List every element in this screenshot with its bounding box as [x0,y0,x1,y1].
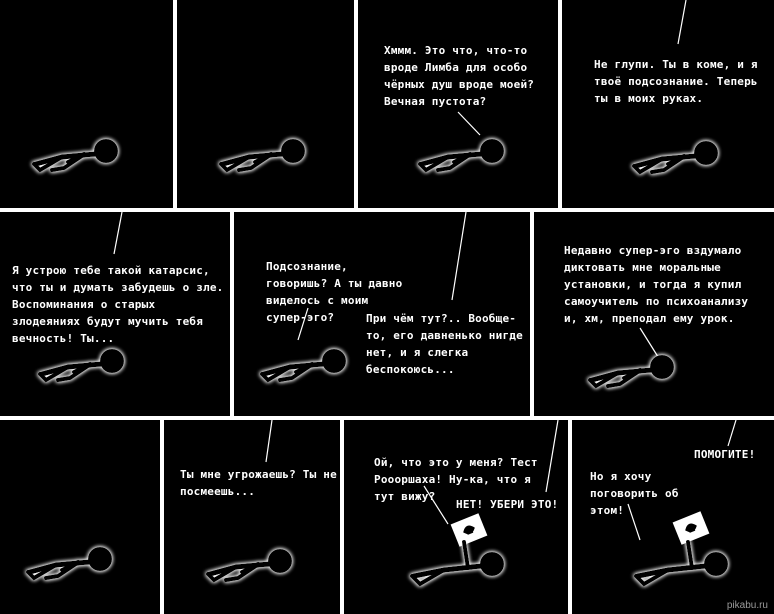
speech-text: Я устрою тебе такой катарсис, что ты и думать забудешь о зле. Воспоминания о старых злодеяниях будут мучить тебя вечность! Ты... [12,264,224,345]
shout-text: ПОМОГИТЕ! [694,448,756,461]
stick-figure-with-card [572,420,774,614]
lying-stick-figure [0,0,173,208]
speech-text: Ты мне угрожаешь? Ты не посмеешь... [180,468,337,498]
watermark: pikabu.ru [726,600,768,611]
lying-stick-figure [177,0,354,208]
speech-text-a: Ой, что это у меня? Тест Роооршаха! Ну-ка, что я тут вижу? [374,456,538,503]
stick-figure-with-card [344,420,568,614]
panel-10 [344,420,568,614]
lying-stick-figure [0,212,230,416]
speech-text: Не глупи. Ты в коме, и я твоё подсознание. Теперь ты в моих руках. [594,58,758,105]
panel-11 [572,420,774,614]
lying-stick-figure [0,420,160,614]
lying-stick-figure [234,212,530,416]
speech-text-a: Подсознание, говоришь? А ты давно виделось с моим супер-эго? [266,260,403,324]
speech-text-b: При чём тут?.. Вообще-то, его давненько нигде нет, и я слегка беспокоюсь... [366,312,523,376]
lying-stick-figure [534,212,774,416]
panel-1 [0,0,173,208]
panel-3 [358,0,558,208]
panel-5 [0,212,230,416]
speech-text: Но я хочу поговорить об этом! [590,470,679,517]
panel-8 [0,420,160,614]
lying-stick-figure [164,420,340,614]
lying-stick-figure [358,0,558,208]
panel-9 [164,420,340,614]
speech-text-b: НЕТ! УБЕРИ ЭТО! [456,498,559,511]
speech-text: Недавно супер-эго вздумало диктовать мне моральные установки, и тогда я купил самоучитель по психоанализу и, хм, преподал ему урок. [564,244,749,325]
panel-6 [234,212,530,416]
panel-4 [562,0,774,208]
panel-2 [177,0,354,208]
panel-7 [534,212,774,416]
lying-stick-figure [562,0,774,208]
speech-text: Хммм. Это что, что-то вроде Лимба для особо чёрных душ вроде моей? Вечная пустота? [384,44,535,108]
